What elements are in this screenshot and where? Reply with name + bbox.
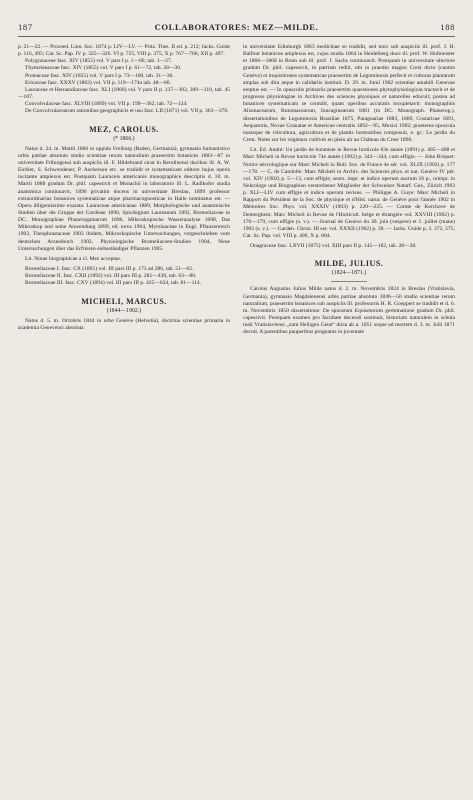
entry-dates-mez: (* 1866.) bbox=[113, 135, 135, 142]
work-entry: Polygonaceae fasc. XIV (1855) vol. V pars I p. 1—60, tab. 1—27. bbox=[25, 58, 173, 65]
entry-heading-mez: MEZ, CAROLUS. bbox=[89, 124, 159, 134]
work-entry: De Convolvulacearum rationibus geographicis et usu fasc. LII (1871) vol. VII p. 363—370. bbox=[25, 108, 229, 115]
entry-heading-micheli: MICHELI, MARCUS. bbox=[81, 296, 167, 306]
work-entry: Thymelaeaceae fasc. XIV (1855) vol. V pars I p. 61—72, tab. 28—30. bbox=[25, 65, 182, 72]
running-title: COLLABORATORES: MEZ—MILDE. bbox=[154, 22, 319, 32]
separator-rule bbox=[331, 281, 367, 282]
work-entry: Proteaceae fasc. XIV (1855) vol. V pars I p. 73—100, tab. 31—36. bbox=[25, 72, 174, 79]
reference-line: p. 21—22. — Proceed. Linn. Soc. 1874 p. LIV—LV. — Pritz. Thes. II ed. p. 212; Jacks. Guide p. 116, 495; Cat. Sc. Pap. IV p. 325—326. VI p. 725, VIII p. 375, X p. 767—768, XII p. 497. bbox=[18, 44, 230, 58]
work-entry: Bromeliaceae III. fasc. CXV (1894) vol. III pars III p. 425—634, tab. 81—114. bbox=[25, 280, 202, 287]
biography-milde: Carolus Augustus Julius Milde natus d. 2. m. Novembris 1824 in Breslau (Vratislavia, Germania), gymnasio Magdalenensi urbis patriae absoluto 1846—50 studio scientiae rerum naturalium, praesertim botanices sub auspiciis ill. professoris H. R. Goeppert se tradidit et d. 6. m. Novembris 1850 dissertatione: De sporarum Equisetorum germinatione gradum Dr. phil. capessivit. Postquam examen pro facultate docendi sustinuit, historiam naturalem in schola reali Vratislaviensi „zum Heiligen Geist“ dicta ab a. 1851 usque ad mortem d. 3. m. Julii 1871 docuit. A parentibus pauperibus prognatus in juventate bbox=[243, 286, 455, 336]
work-entry: Lauraceae et Hernandiaceae fasc. XLI (1866) vol. V pars II p. 137—302, 309—310, tab. 45—107. bbox=[18, 86, 230, 101]
biography-micheli-cont: in universitate Edinburgh 1863 medicinae se tradidit, sed mox sub auspiciis ill. prof. J. H. Balfour botanicen amplexus est, cujus studia 1864 in Heidelberg duce ill. prof. W. Hofmeister et 1866—1868 in Bonn sub ill. prof. J. Sachs continuavit. Postquam in universitate ulteriore gradum Dr. phil. capessivit, in patriam rediit, ubi in praedio magno Crest dicto (canton Genève) et inquisitiones systematicae praesertim de Leguminosis perfecit et culturas plantarum amplas sub dira atque in calidariis instituit. D. 29. m. Junii 1902 scientiae amabili Genevae ereptus est. — In opusculis primariis praesertim quaestiones phytophysiologicas tractavit et de progressu physiologiae in Archives des sciences physiques et naturelles edocuit; postea ad botanicen systematicam se contulit, quam operibus accuratis locupletavit: monographiis Alismacearum, Butomacearum, Juncaginearum 1881 (in DC. Monograph. Phanerog.), dissertationibus de Leguminosis Brasiliae 1875, Paraguariae 1883, 1889, Costaricae 1891, Aequatoris, Novae Granatae et Americae centralis 1892—95, Mexici 1902; praeterea opuscula notasque de viticultura, agricultura et de plantis hortensibus composuit, e. gr.: Le jardin du Crest. Notes sur les végétaux cultivés en plein air au Château du Crest 1896. bbox=[243, 44, 455, 144]
literature-mez: Lit. Notae biographicae a cl. Mez acceptae. bbox=[25, 255, 122, 262]
work-entry: Bromeliaceae II. fasc. CXII (1892) vol. III pars III p. 281—430, tab. 63—80. bbox=[25, 273, 197, 280]
entry-heading-milde: MILDE, JULIUS. bbox=[314, 259, 384, 269]
page-number-left: 187 bbox=[18, 22, 33, 32]
running-head bbox=[18, 22, 455, 37]
work-entry: Convolvulaceae fasc. XLVIII (1869) vol. VII p. 199—362, tab. 72—124. bbox=[25, 101, 188, 108]
entry-dates-micheli: (1844—1902.) bbox=[106, 307, 142, 314]
left-column bbox=[18, 44, 230, 332]
entry-dates-milde: (1824—1871.) bbox=[331, 270, 367, 277]
work-entry: Bromeliaceae I. fasc. CX (1891) vol. III pars III p. 173 ad 286, tab. 51—62. bbox=[25, 266, 194, 273]
biography-mez: Natus d. 24. m. Martii 1866 in oppido Freiburg (Baden, Germania), gymnasio humanistico urbis patriae absoluto studio scientiae rerum naturalium praesertim botanices 1883—87 in universitate Friburgensi sub auspiciis ill. F. Hildebrand sicut in Berolinensi ducibus ill. A. W. Eichler, S. Schwendener, P. Ascherson etc. se tradidit et systematicam editore hujus operis incitante amplexus est. Postquam Lauraceis americanis monographice descriptis d. 10. m. Martii 1888 gradum Dr. phil. capessivit et Monachii in laboratorio ill. L. Radlkofer studia anatomica continuavit, 1890 privatim docens in universitate Breslau, 1899 professor extraordinarius botanices systematicae atque pharmacognosticae in Halle nominatus est. — Opera diligentissime exarata: Lauraceae americanae 1889, Morphologische und anatomische Studien über die Gruppe der Cordieae 1890, Spicilegium Laureanum 1892, Bromeliaceae in DC. Monographiae Phanerogamarum 1896, Mikroskopische Wasseranalyse 1898, Das Mikroskop und seine Anwendung 1899, ed. nova 1904, Myrsinaceae in Engl. Pflanzenreich 1902, Theophrastaceae 1903 ibidem, Mikroskopische Untersuchungen, vorgeschrieben vom deutschen Arzneibuch 1902, Physiologische Bromeliaceen-Studien 1904, Neue Untersuchungen über das Erfrieren eisbeständiger Pflanzen 1905. bbox=[18, 145, 230, 252]
right-column bbox=[243, 44, 455, 336]
work-entry: Onagraceae fasc. LXVII (1875) vol. XIII pars II p. 145—182, tab. 28—38. bbox=[250, 243, 417, 250]
literature-micheli: Lit. Ed. André: Un jardin de botaniste in Revue horticole 63e année (1891) p. 405—408 et Marc Micheli in Revue horticole 74e année (1902) p. 342—344, cum effigie. — John Briquet: Notice nécrologique sur Marc Micheli in Bull. Soc. de France 4e sér. vol. XLIX (1902) p. 177—178. — C. de Candolle: Marc Micheli in Archiv. des Sciences phys. et nat. Genève IV pér. vol. XIV (1902) p. 5—13, cum effigie, seors. impr. et indice operum auctum 16 p., reimpr. in Nekrologe und Biographien verstorbener Mitglieder der Schweizer Naturf. Ges., Zürich 1903 p. XLI—LIV cum effigie et indice operum revisus. — Philippe A. Guye: Marc Micheli in Rapport du Président de la Soc. de physique et d'Hist. natur. de Genève pour l'année 1902 in Mémoires Soc. Phys. vol. XXXIV (1903) p. 220—225. — Comte de Kerchove de Denterghem: Marc Micheli in Revue de l'Horticult. belge et étrangère vol. XXVIII (1902) p. 176—179, cum effigie (s. v.). — Journal de Genève du 30. juin (vespere) et 1. juillet (mane) 1902 (s. v.). — Garden. Chron. III ser. vol. XXXII (1902) p. 38. — Jacks. Guide p. 3. 372, 575; Cat. Sc. Pap. vol. VIII p. 400, X p. 804. bbox=[243, 147, 455, 240]
biography-micheli-start: Natus d. 5. m. Octobris 1844 in urbe Genève (Helvetia), doctrina scientiae primaria in academia Genevensi absoluta bbox=[18, 317, 230, 331]
work-entry: Ericaceae fasc. XXXV (1863) vol. VII p. 119—174a tab. 48—66. bbox=[25, 79, 171, 86]
page-number-right: 188 bbox=[440, 22, 455, 32]
